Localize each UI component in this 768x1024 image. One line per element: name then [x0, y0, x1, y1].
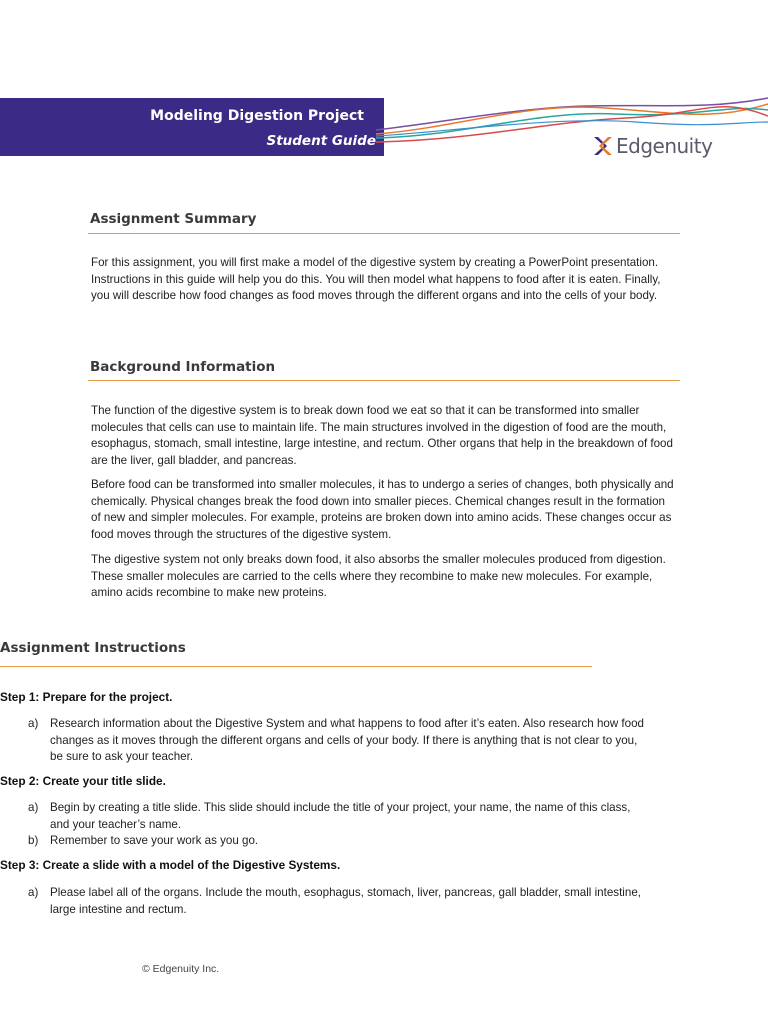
list-item — [28, 716, 648, 766]
edgenuity-logo — [592, 134, 712, 158]
list-item-text: Research information about the Digestive System and what happens to food after it’s eaten. Also research how food changes as it moves through the different organs and cells of your body. If there is anything that is not clear to you, be sure to ask your teacher. — [50, 717, 644, 764]
list-item-text: Remember to save your work as you go. — [50, 834, 259, 847]
document-title: Modeling Digestion Project — [150, 108, 364, 124]
background-paragraph: The function of the digestive system is to break down food we eat so that it can be transformed into smaller molecules that cells can use to maintain life. The main structures involved in the digestion of food are the mouth, esophagus, stomach, small intestine, large intestine, and rectum. Other organs that help in the breakdown of food are the liver, gall bladder, and pancreas. — [91, 404, 673, 468]
background-heading: Background Information — [90, 359, 276, 375]
edgenuity-wordmark: Edgenuity — [616, 134, 713, 158]
list-marker: a) — [28, 886, 39, 899]
step-3-title: Step 3: Create a slide with a model of the Digestive Systems. — [0, 858, 341, 872]
instructions-heading: Assignment Instructions — [0, 640, 186, 656]
background-divider — [88, 380, 680, 381]
header-banner — [0, 98, 384, 156]
list-marker: b) — [28, 834, 39, 847]
summary-divider — [88, 233, 680, 234]
list-item-text: Begin by creating a title slide. This slide should include the title of your project, your name, the name of this class, and your teacher’s name. — [50, 801, 631, 831]
background-paragraph: The digestive system not only breaks down food, it also absorbs the smaller molecules produced from digestion. These smaller molecules are carried to the cells where they recombine to make new molecules. For example, amino acids recombine to make new proteins. — [91, 553, 666, 600]
list-item-text: Please label all of the organs. Include the mouth, esophagus, stomach, liver, pancreas, gall bladder, small intestine, large intestine and rectum. — [50, 886, 641, 916]
edgenuity-x-icon — [592, 136, 614, 156]
summary-text: For this assignment, you will first make a model of the digestive system by creating a PowerPoint presentation. Instructions in this guide will help you do this. You will then model what happens to food after it is eaten. Finally, you will describe how food changes as food moves through the different organs and into the cells of your body. — [91, 256, 661, 303]
background-paragraph: Before food can be transformed into smaller molecules, it has to undergo a series of changes, both physically and chemically. Physical changes break the food down into smaller pieces. Chemical changes result in the formation of new and simpler molecules. For example, proteins are broken down into amino acids. These changes occur as food moves through the structures of the digestive system. — [91, 478, 674, 542]
footer-copyright: © Edgenuity Inc. — [142, 963, 220, 975]
document-subtitle: Student Guide — [266, 133, 376, 149]
list-marker: a) — [28, 717, 39, 730]
step-2-title: Step 2: Create your title slide. — [0, 774, 166, 788]
list-item — [28, 885, 648, 918]
step-1-title: Step 1: Prepare for the project. — [0, 690, 173, 704]
list-item — [28, 800, 652, 833]
instructions-divider — [0, 666, 592, 667]
summary-heading: Assignment Summary — [90, 211, 257, 227]
list-item — [28, 833, 652, 850]
list-marker: a) — [28, 801, 39, 814]
